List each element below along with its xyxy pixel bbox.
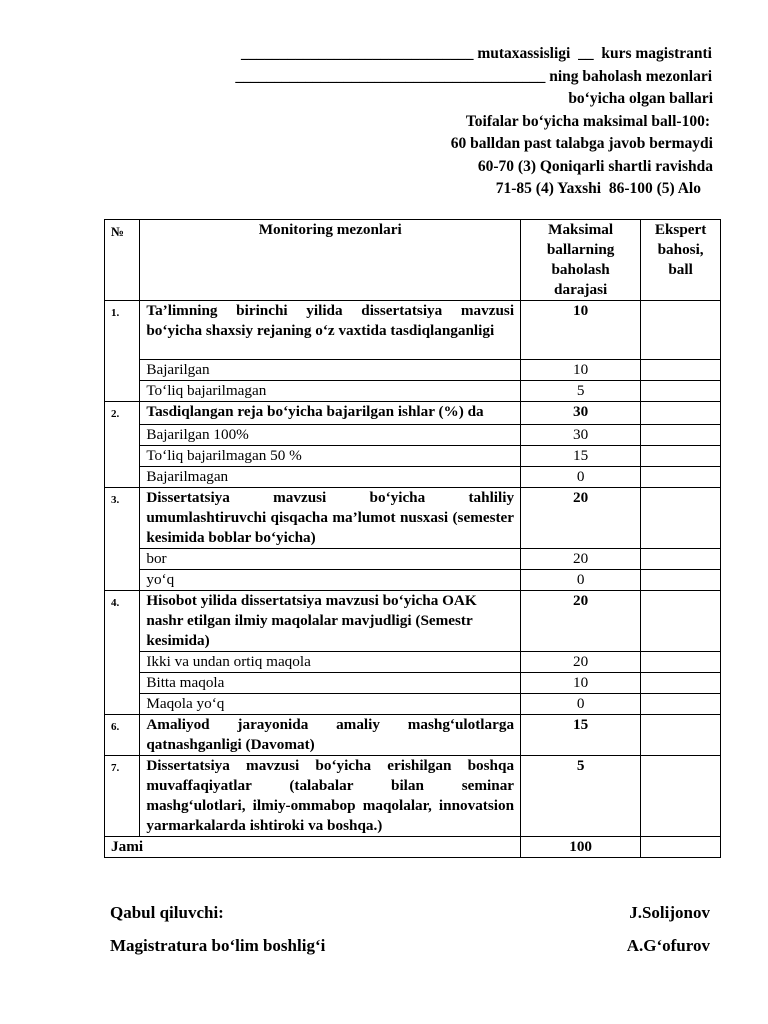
expert-cell[interactable]: [641, 590, 721, 651]
expert-cell[interactable]: [641, 672, 721, 693]
header-number: №: [105, 220, 140, 301]
section-max: 10: [521, 301, 641, 360]
section-max: 30: [521, 402, 641, 425]
expert-cell[interactable]: [641, 487, 721, 548]
option-value: 10: [521, 672, 641, 693]
receiver-label: Qabul qiluvchi:: [110, 903, 224, 922]
document-header: [235, 43, 713, 201]
expert-cell[interactable]: [641, 548, 721, 569]
table-row: [105, 424, 721, 445]
table-row: [105, 714, 721, 755]
header-criteria: Monitoring mezonlari: [140, 220, 521, 301]
section-title: Hisobot yilida dissertatsiya mavzusi bo‘yicha OAK nashr etilgan ilmiy maqolalar mavjudligi (Semestr kesimida): [140, 590, 521, 651]
table-row: [105, 466, 721, 487]
option-label: yo‘q: [140, 569, 521, 590]
head-label: Magistratura bo‘lim boshlig‘i: [110, 936, 326, 955]
table-row: [105, 487, 721, 548]
table-row: [105, 548, 721, 569]
expert-cell[interactable]: [641, 651, 721, 672]
criteria-table: [104, 219, 721, 858]
table-header-row: [105, 220, 721, 301]
header-expert-score: Ekspert bahosi, ball: [641, 220, 721, 301]
table-row: [105, 402, 721, 425]
option-value: 5: [521, 381, 641, 402]
section-max: 20: [521, 487, 641, 548]
section-max: 5: [521, 755, 641, 836]
header-line-fail-threshold: 60 balldan past talabga javob bermaydi: [450, 135, 713, 152]
table-row: [105, 672, 721, 693]
option-label: Ikki va undan ortiq maqola: [140, 651, 521, 672]
expert-cell[interactable]: [641, 693, 721, 714]
option-value: 0: [521, 569, 641, 590]
table-row: [105, 360, 721, 381]
option-value: 30: [521, 424, 641, 445]
option-value: 20: [521, 651, 641, 672]
table-row: [105, 301, 721, 360]
table-row: [105, 693, 721, 714]
expert-cell[interactable]: [641, 402, 721, 425]
section-title: Amaliyod jarayonida amaliy mashg‘ulotlarga qatnashganligi (Davomat): [140, 714, 521, 755]
header-line-max-score: Toifalar bo‘yicha maksimal ball-100:: [465, 112, 710, 130]
table-row: [105, 381, 721, 402]
section-number: 3.: [105, 487, 140, 548]
table-row: [105, 590, 721, 651]
section-max: 20: [521, 590, 641, 651]
expert-cell[interactable]: [641, 301, 721, 360]
section-title: Tasdiqlangan reja bo‘yicha bajarilgan ishlar (%) da: [140, 402, 521, 425]
section-number: 4.: [105, 590, 140, 651]
header-line-grade-3: 60-70 (3) Qoniqarli shartli ravishda: [477, 157, 713, 175]
total-label: Jami: [105, 836, 521, 857]
expert-total-cell[interactable]: [641, 836, 721, 857]
section-number: 7.: [105, 755, 140, 836]
option-value: 0: [521, 466, 641, 487]
expert-cell[interactable]: [641, 445, 721, 466]
option-label: Bajarilmagan: [140, 466, 521, 487]
expert-cell[interactable]: [641, 569, 721, 590]
option-label: Bitta maqola: [140, 672, 521, 693]
table-row: [105, 569, 721, 590]
section-number: 2.: [105, 402, 140, 425]
option-value: 10: [521, 360, 641, 381]
option-value: 20: [521, 548, 641, 569]
expert-cell[interactable]: [641, 466, 721, 487]
table-row: [105, 651, 721, 672]
header-line-grade-4-5: 71-85 (4) Yaxshi 86-100 (5) Alo: [495, 180, 701, 197]
receiver-name: J.Solijonov: [629, 903, 710, 922]
section-title: Dissertatsiya mavzusi bo‘yicha erishilgan boshqa muvaffaqiyatlar (talabalar bilan seminar mashg‘ulotlari, ilmiy-ommabop maqolalar, innovatsion yarmarkalarda ishtiroki va boshqa.): [140, 755, 521, 836]
section-title: Dissertatsiya mavzusi bo‘yicha tahliliy umumlashtiruvchi qisqacha ma’lumot nusxasi (semester kesimida boblar bo‘yicha): [140, 487, 521, 548]
option-label: Bajarilgan: [140, 360, 521, 381]
header-max-score: Maksimal ballarning baholash darajasi: [521, 220, 641, 301]
expert-cell[interactable]: [641, 755, 721, 836]
table-body: [105, 301, 721, 858]
expert-cell[interactable]: [641, 381, 721, 402]
header-line-specialty: ______________________________ mutaxassisligi __ kurs magistranti: [240, 45, 712, 62]
option-label: To‘liq bajarilmagan 50 %: [140, 445, 521, 466]
expert-cell[interactable]: [641, 424, 721, 445]
expert-cell[interactable]: [641, 360, 721, 381]
option-label: To‘liq bajarilmagan: [140, 381, 521, 402]
header-line-criteria: ________________________________________ ning baholash mezonlari: [235, 67, 712, 85]
total-row: [105, 836, 721, 857]
table-row: [105, 445, 721, 466]
option-label: Bajarilgan 100%: [140, 424, 521, 445]
head-name: A.G‘ofurov: [626, 936, 710, 955]
expert-cell[interactable]: [641, 714, 721, 755]
section-number: 1.: [105, 301, 140, 360]
header-line-scores: bo‘yicha olgan ballari: [568, 90, 713, 107]
section-number: 6.: [105, 714, 140, 755]
option-label: bor: [140, 548, 521, 569]
option-value: 0: [521, 693, 641, 714]
option-label: Maqola yo‘q: [140, 693, 521, 714]
section-title: Ta’limning birinchi yilida dissertatsiya mavzusi bo‘yicha shaxsiy rejaning o‘z vaxtida tasdiqlanganligi: [140, 301, 521, 360]
table-row: [105, 755, 721, 836]
section-max: 15: [521, 714, 641, 755]
option-value: 15: [521, 445, 641, 466]
total-value: 100: [521, 836, 641, 857]
